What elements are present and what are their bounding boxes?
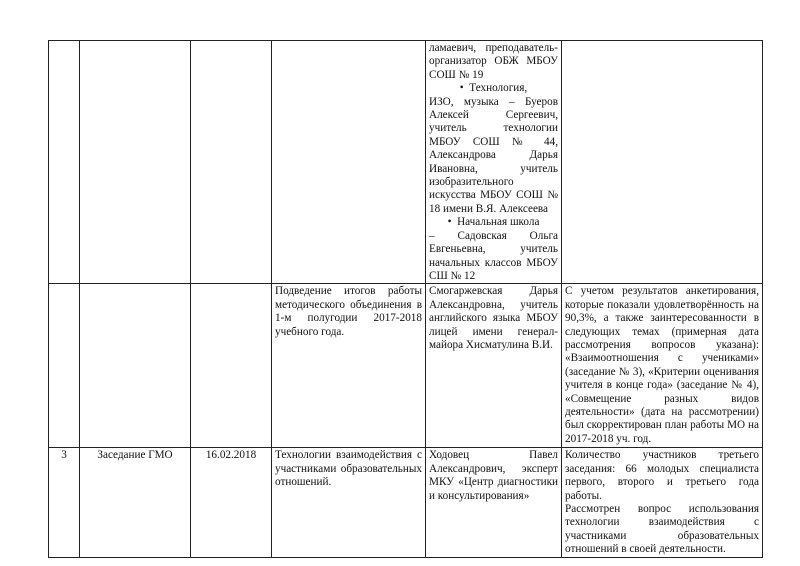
bullet-icon: • — [459, 82, 470, 95]
cell-number — [49, 41, 80, 284]
cell-number — [49, 284, 80, 448]
speaker-text-3: – Садовская Ольга Евгеньевна, учитель начальных классов МБОУ СШ № 12 — [429, 229, 558, 282]
bullet-icon: • — [447, 216, 458, 229]
cell-speaker: Ходовец Павел Александрович, эксперт МКУ «Центр диагностики и консультирования» — [426, 448, 562, 557]
cell-form: Заседание ГМО — [80, 448, 191, 557]
speaker-text-2: ИЗО, музыка – Буеров Алексей Сергеевич, учитель технологии МБОУ СОШ № 44, Александрова Дарья Ивановна, учитель изобразительного искусства МБОУ СОШ № 18 имени В.Я. Алексеева — [429, 95, 558, 215]
cell-result — [562, 448, 763, 557]
bullet-item: • Начальная школа — [447, 216, 540, 229]
cell-result: С учетом результатов анкетирования, которые показали удовлетворённость на 90,3%, а также заинтересованности в следующих темах (примерная дата рассмотрения вопросов указана): «Взаимоотношения с учениками» (заседание № 3), «Критерии оценивания учителя в конце года» (заседание № 4), «Совмещение разных видов деятельности» (дата на рассмотрении) был скорректирован план работы МО на 2017-2018 уч. год. — [562, 284, 763, 448]
result-paragraph-1: Количество участников третьего заседания: 66 молодых специалиста первого, второго и третьего года работы. — [565, 449, 759, 502]
cell-result — [562, 41, 763, 284]
cell-topic — [272, 41, 426, 284]
cell-date — [191, 284, 272, 448]
table-row-continuation — [49, 41, 763, 284]
result-paragraph-2: Рассмотрен вопрос использования технологии взаимодействия с участниками образовательных отношений в своей деятельности. — [565, 502, 759, 556]
cell-date — [191, 41, 272, 284]
cell-form — [80, 284, 191, 448]
cell-speaker: Смогаржевская Дарья Александровна, учитель английского языка МБОУ лицей имени генерал-майора Хисматулина В.И. — [426, 284, 562, 448]
cell-topic: Подведение итогов работы методического объединения в 1-м полугодии 2017-2018 учебного года. — [272, 284, 426, 448]
cell-number: 3 — [49, 448, 80, 557]
speaker-text-1: ламаевич, преподаватель-организатор ОБЖ МБОУ СОШ № 19 — [429, 42, 558, 81]
bullet-item: • Технология, — [459, 82, 528, 95]
cell-date: 16.02.2018 — [191, 448, 272, 557]
table-row-summary — [49, 284, 763, 448]
cell-form — [80, 41, 191, 284]
meetings-table — [48, 40, 763, 558]
table-row-meeting-3 — [49, 448, 763, 557]
cell-speakers — [426, 41, 562, 284]
cell-topic: Технологии взаимодействия с участниками образовательных отношений. — [272, 448, 426, 557]
